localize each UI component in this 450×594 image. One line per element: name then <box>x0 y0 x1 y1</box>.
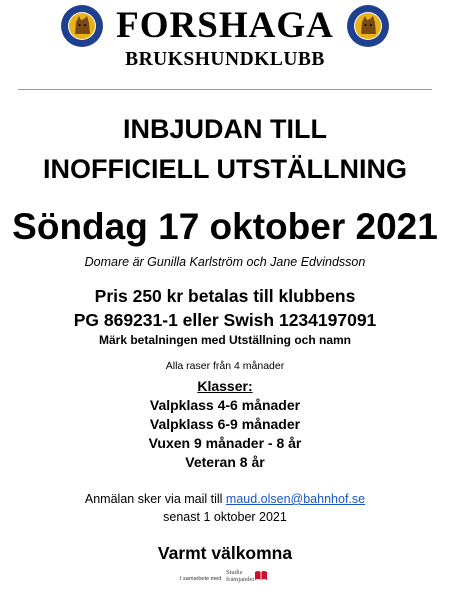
title-line-2: INOFFICIELL UTSTÄLLNING <box>43 154 407 184</box>
judges-text: Domare är Gunilla Karlström och Jane Edvindsson <box>84 255 366 269</box>
price-line-2: PG 869231-1 eller Swish 1234197091 <box>73 310 377 330</box>
price-line-1: Pris 250 kr betalas till klubbens <box>94 286 356 306</box>
club-logo-right <box>346 4 390 48</box>
club-subtitle: BRUKSHUNDKLUBB <box>125 49 325 70</box>
partner-name <box>226 569 254 583</box>
partner-logo <box>160 568 290 590</box>
registration-text: Anmälan sker via mail till <box>84 492 223 506</box>
title-line-1: INBJUDAN TILL <box>123 114 327 144</box>
registration-email-link[interactable]: maud.olsen@bahnhof.se <box>225 492 366 506</box>
welcome-text: Varmt välkomna <box>157 543 293 563</box>
classes-heading <box>0 377 450 395</box>
club-name: FORSHAGA <box>116 5 334 46</box>
partner-text: I samarbete med <box>180 576 222 582</box>
class-item: Vuxen 9 månader - 8 år <box>148 435 302 451</box>
partner-name-line-1: Studie <box>226 569 243 576</box>
header-divider <box>18 89 432 90</box>
breeds-note: Alla raser från 4 månader <box>165 360 285 372</box>
class-item: Valpklass 4-6 månader <box>149 397 301 413</box>
book-icon <box>254 570 268 581</box>
classes-heading-text: Klasser: <box>197 378 253 394</box>
class-item: Veteran 8 år <box>185 454 265 470</box>
registration-deadline: senast 1 oktober 2021 <box>163 510 287 524</box>
club-header <box>0 0 450 80</box>
class-item: Valpklass 6-9 månader <box>149 416 301 432</box>
registration-line <box>0 491 450 508</box>
payment-note: Märk betalningen med Utställning och namn <box>98 333 352 347</box>
partner-name-line-2: främjandet <box>226 576 255 583</box>
event-date: Söndag 17 oktober 2021 <box>12 206 438 247</box>
